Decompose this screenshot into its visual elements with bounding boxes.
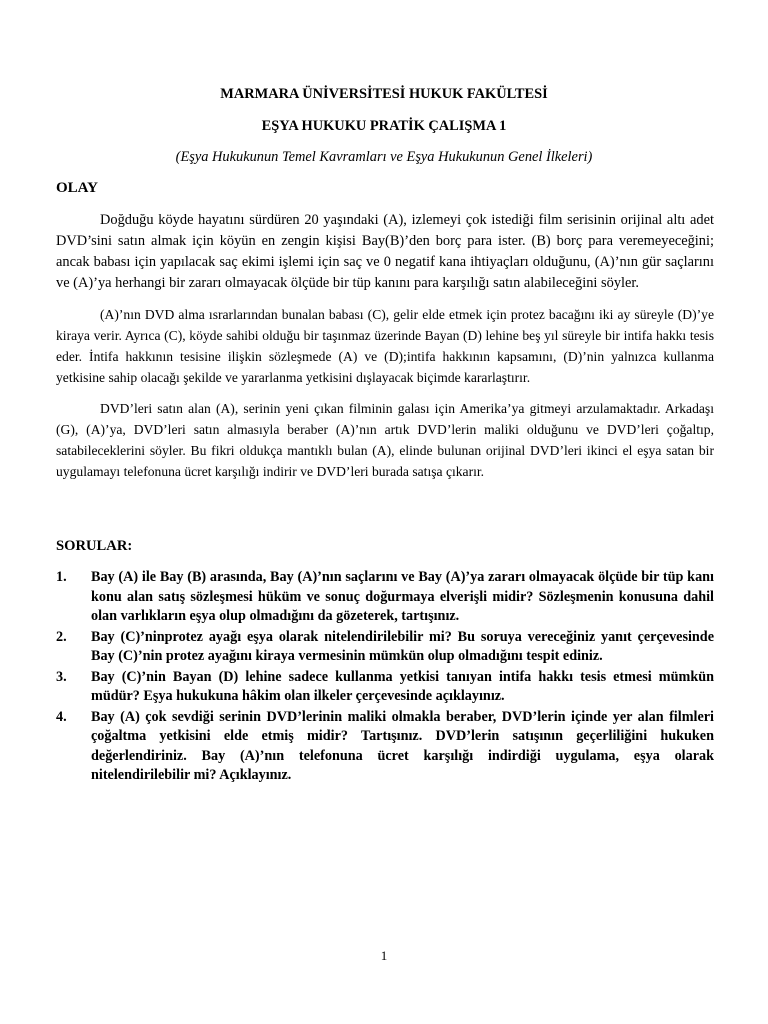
- question-text: Bay (A) ile Bay (B) arasında, Bay (A)’nın saçlarını ve Bay (A)’ya zararı olmayacak ölçüde bir tüp kanı konu alan satış sözleşmesi hüküm ve sonuç doğurmaya elverişli midir? Sözleşmenin konusuna dahil olan varlıkların eşya olup olmadığını da gözeterek, tartışınız.: [91, 569, 714, 624]
- olay-section-body: [56, 210, 714, 492]
- question-item: [56, 628, 714, 667]
- question-number: 1.: [56, 569, 67, 585]
- course-heading: EŞYA HUKUKU PRATİK ÇALIŞMA 1: [261, 118, 507, 134]
- olay-paragraph: DVD’leri satın alan (A), serinin yeni çıkan filminin galası için Amerika’ya gitmeyi arzulamaktadır. Arkadaşı (G), (A)’ya, DVD’leri satın almasıyla beraber (A)’nın artık DVD’lerin maliki olduğunu ve DVD’leri çoğaltıp, satabileceklerini söyler. Bu fikri oldukça mantıklı bulan (A), elinde bulunan orijinal DVD’leri ikinci el eşya satan bir uygulamayı telefonuna ücret karşılığı indirir ve DVD’leri burada satışa çıkarır.: [56, 401, 714, 479]
- question-item: [56, 708, 714, 786]
- question-text: Bay (C)’nin Bayan (D) lehine sadece kullanma yetkisi tanıyan intifa hakkı tesis etmesi mümkün müdür? Eşya hukukuna hâkim olan ilkeler çerçevesinde açıklayınız.: [91, 668, 714, 704]
- question-item: [56, 668, 714, 707]
- document-subtitle: (Eşya Hukukunun Temel Kavramları ve Eşya Hukukunun Genel İlkeleri): [175, 149, 593, 165]
- question-text: Bay (C)’ninprotez ayağı eşya olarak nitelendirilebilir mi? Bu soruya vereceğiniz yanıt çerçevesinde Bay (C)’nin protez ayağını kiraya vermesinin mümkün olup olmadığını tespit ediniz.: [91, 628, 714, 664]
- sorular-section-title: SORULAR:: [56, 538, 133, 554]
- olay-section-title: OLAY: [56, 180, 98, 196]
- olay-paragraph: (A)’nın DVD alma ısrarlarından bunalan babası (C), gelir elde etmek için protez bacağını iki ay süreyle (D)’ye kiraya verir. Ayrıca (C), köyde sahibi olduğu bir taşınmaz üzerinde Bayan (D) lehine beş yıl süreyle bir intifa hakkı tesis eder. İntifa hakkının tesisine ilişkin sözleşmede (A) ve (D);intifa hakkının kapsamını, (D)’nin yalnızca kullanma yetkisine sahip olacağı şekilde ve yararlanma yetkisini dışlayacak biçimde kararlaştırır.: [56, 307, 714, 385]
- question-number: 4.: [56, 708, 67, 725]
- question-list: [56, 568, 714, 787]
- question-item: [56, 568, 714, 627]
- olay-paragraph: Doğduğu köyde hayatını sürdüren 20 yaşındaki (A), izlemeyi çok istediği film serisinin orijinal altı adet DVD’sini satın almak için köyün en zengin kişisi Bay(B)’den borç para ister. (B) borç para veremeyeceğini; ancak babası için yapılacak saç ekimi işlemi için saç ve 0 negatif kana ihtiyaçları olduğunu, (A)’nın gür saçlarını ve (A)’ya herhangi bir zararı olmayacak ölçüde bir tüp kanını para karşılığı satın alabileceğini söyler.: [56, 212, 714, 291]
- question-text: Bay (A) çok sevdiği serinin DVD’lerinin maliki olmakla beraber, DVD’lerin içinde yer alan filmleri çoğaltma yetkisini elde etmiş midir? Tartışınız. DVD’lerin satışının geçerliliğini hukuken değerlendiriniz. Bay (A)’nın telefonuna ücret karşılığı indirdiği uygulama, eşya olarak nitelendirilebilir mi? Açıklayınız.: [91, 708, 714, 783]
- question-number: 3.: [56, 668, 67, 685]
- question-number: 2.: [56, 628, 67, 645]
- page-number: 1: [380, 948, 388, 963]
- university-heading: MARMARA ÜNİVERSİTESİ HUKUK FAKÜLTESİ: [220, 86, 548, 102]
